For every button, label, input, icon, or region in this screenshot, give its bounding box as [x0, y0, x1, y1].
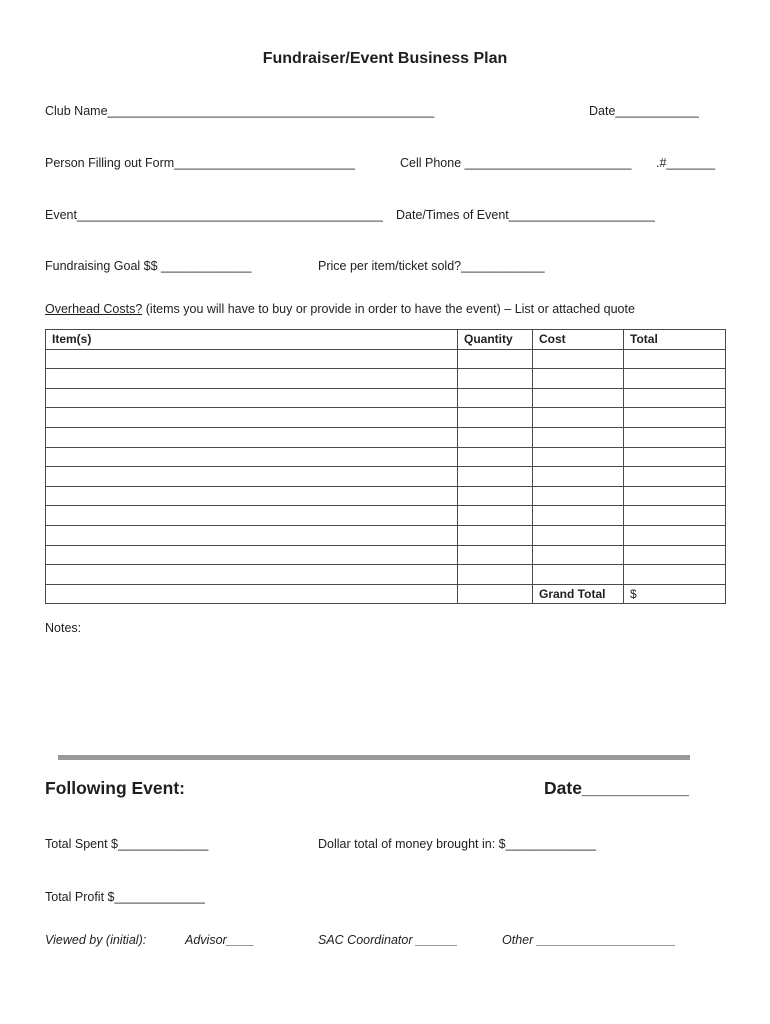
form-title: Fundraiser/Event Business Plan — [262, 50, 508, 67]
table-row — [46, 349, 726, 369]
total-spent-field[interactable]: Total Spent $_____________ — [45, 837, 209, 851]
table-row — [46, 545, 726, 565]
grand-total-label: Grand Total — [533, 584, 624, 604]
total-cell[interactable] — [624, 467, 726, 487]
item-cell[interactable] — [46, 349, 458, 369]
following-event-heading: Following Event: — [45, 778, 185, 798]
table-row — [46, 565, 726, 585]
table-row — [46, 388, 726, 408]
header-cost: Cost — [533, 330, 624, 350]
total-cell[interactable] — [624, 545, 726, 565]
section-divider — [58, 755, 690, 760]
person-filling-field[interactable]: Person Filling out Form__________________________ — [45, 156, 355, 170]
quantity-cell[interactable] — [458, 565, 533, 585]
cost-cell[interactable] — [533, 545, 624, 565]
cost-cell[interactable] — [533, 486, 624, 506]
total-cell[interactable] — [624, 506, 726, 526]
notes-label: Notes: — [45, 621, 82, 635]
cost-cell[interactable] — [533, 467, 624, 487]
total-cell[interactable] — [624, 525, 726, 545]
quantity-cell[interactable] — [458, 584, 533, 604]
item-cell[interactable] — [46, 584, 458, 604]
table-row — [46, 467, 726, 487]
overhead-costs-label: Overhead Costs? — [45, 302, 143, 316]
quantity-cell[interactable] — [458, 427, 533, 447]
item-cell[interactable] — [46, 408, 458, 428]
quantity-cell[interactable] — [458, 506, 533, 526]
table-row — [46, 427, 726, 447]
cell-phone-field[interactable]: Cell Phone ________________________ — [400, 156, 632, 170]
item-cell[interactable] — [46, 506, 458, 526]
item-cell[interactable] — [46, 427, 458, 447]
quantity-cell[interactable] — [458, 525, 533, 545]
total-profit-field[interactable]: Total Profit $_____________ — [45, 890, 205, 904]
total-cell[interactable] — [624, 388, 726, 408]
event-field[interactable]: Event____________________________________________ — [45, 208, 383, 222]
other-field[interactable]: Other ____________________ — [502, 933, 676, 947]
table-header-row — [46, 330, 726, 350]
item-cell[interactable] — [46, 388, 458, 408]
sac-coordinator-field[interactable]: SAC Coordinator ______ — [318, 933, 458, 947]
overhead-costs-description: (items you will have to buy or provide in order to have the event) – List or attached quote — [142, 302, 635, 316]
date-field[interactable]: Date____________ — [589, 104, 699, 118]
header-total: Total — [624, 330, 726, 350]
cell-hash-field[interactable]: .#_______ — [656, 156, 716, 170]
table-row — [46, 447, 726, 467]
item-cell[interactable] — [46, 447, 458, 467]
header-quantity: Quantity — [458, 330, 533, 350]
quantity-cell[interactable] — [458, 467, 533, 487]
cost-cell[interactable] — [533, 349, 624, 369]
grand-total-row — [46, 584, 726, 604]
table-row — [46, 506, 726, 526]
table-row — [46, 525, 726, 545]
club-name-field[interactable]: Club Name_______________________________________________ — [45, 104, 435, 118]
item-cell[interactable] — [46, 525, 458, 545]
cost-cell[interactable] — [533, 565, 624, 585]
cost-cell[interactable] — [533, 388, 624, 408]
table-row — [46, 369, 726, 389]
item-cell[interactable] — [46, 565, 458, 585]
item-cell[interactable] — [46, 369, 458, 389]
cost-cell[interactable] — [533, 447, 624, 467]
quantity-cell[interactable] — [458, 369, 533, 389]
advisor-field[interactable]: Advisor____ — [185, 933, 255, 947]
item-cell[interactable] — [46, 467, 458, 487]
overhead-costs-table — [45, 329, 726, 604]
total-cell[interactable] — [624, 447, 726, 467]
cost-cell[interactable] — [533, 427, 624, 447]
header-items: Item(s) — [46, 330, 458, 350]
quantity-cell[interactable] — [458, 408, 533, 428]
quantity-cell[interactable] — [458, 447, 533, 467]
quantity-cell[interactable] — [458, 545, 533, 565]
total-cell[interactable] — [624, 565, 726, 585]
total-cell[interactable] — [624, 349, 726, 369]
total-cell[interactable] — [624, 427, 726, 447]
cost-cell[interactable] — [533, 525, 624, 545]
quantity-cell[interactable] — [458, 349, 533, 369]
following-date-field[interactable]: Date___________ — [544, 778, 689, 798]
date-times-field[interactable]: Date/Times of Event_____________________ — [396, 208, 655, 222]
table-row — [46, 408, 726, 428]
quantity-cell[interactable] — [458, 486, 533, 506]
grand-total-value[interactable]: $ — [624, 584, 726, 604]
cost-cell[interactable] — [533, 369, 624, 389]
item-cell[interactable] — [46, 486, 458, 506]
dollar-total-field[interactable]: Dollar total of money brought in: $_____________ — [318, 837, 596, 851]
table-row — [46, 486, 726, 506]
total-cell[interactable] — [624, 486, 726, 506]
cost-cell[interactable] — [533, 408, 624, 428]
fundraising-goal-field[interactable]: Fundraising Goal $$ _____________ — [45, 259, 252, 273]
cost-cell[interactable] — [533, 506, 624, 526]
total-cell[interactable] — [624, 369, 726, 389]
total-cell[interactable] — [624, 408, 726, 428]
viewed-by-label: Viewed by (initial): — [45, 933, 147, 947]
overhead-costs-line — [45, 302, 635, 316]
price-per-item-field[interactable]: Price per item/ticket sold?____________ — [318, 259, 545, 273]
item-cell[interactable] — [46, 545, 458, 565]
quantity-cell[interactable] — [458, 388, 533, 408]
